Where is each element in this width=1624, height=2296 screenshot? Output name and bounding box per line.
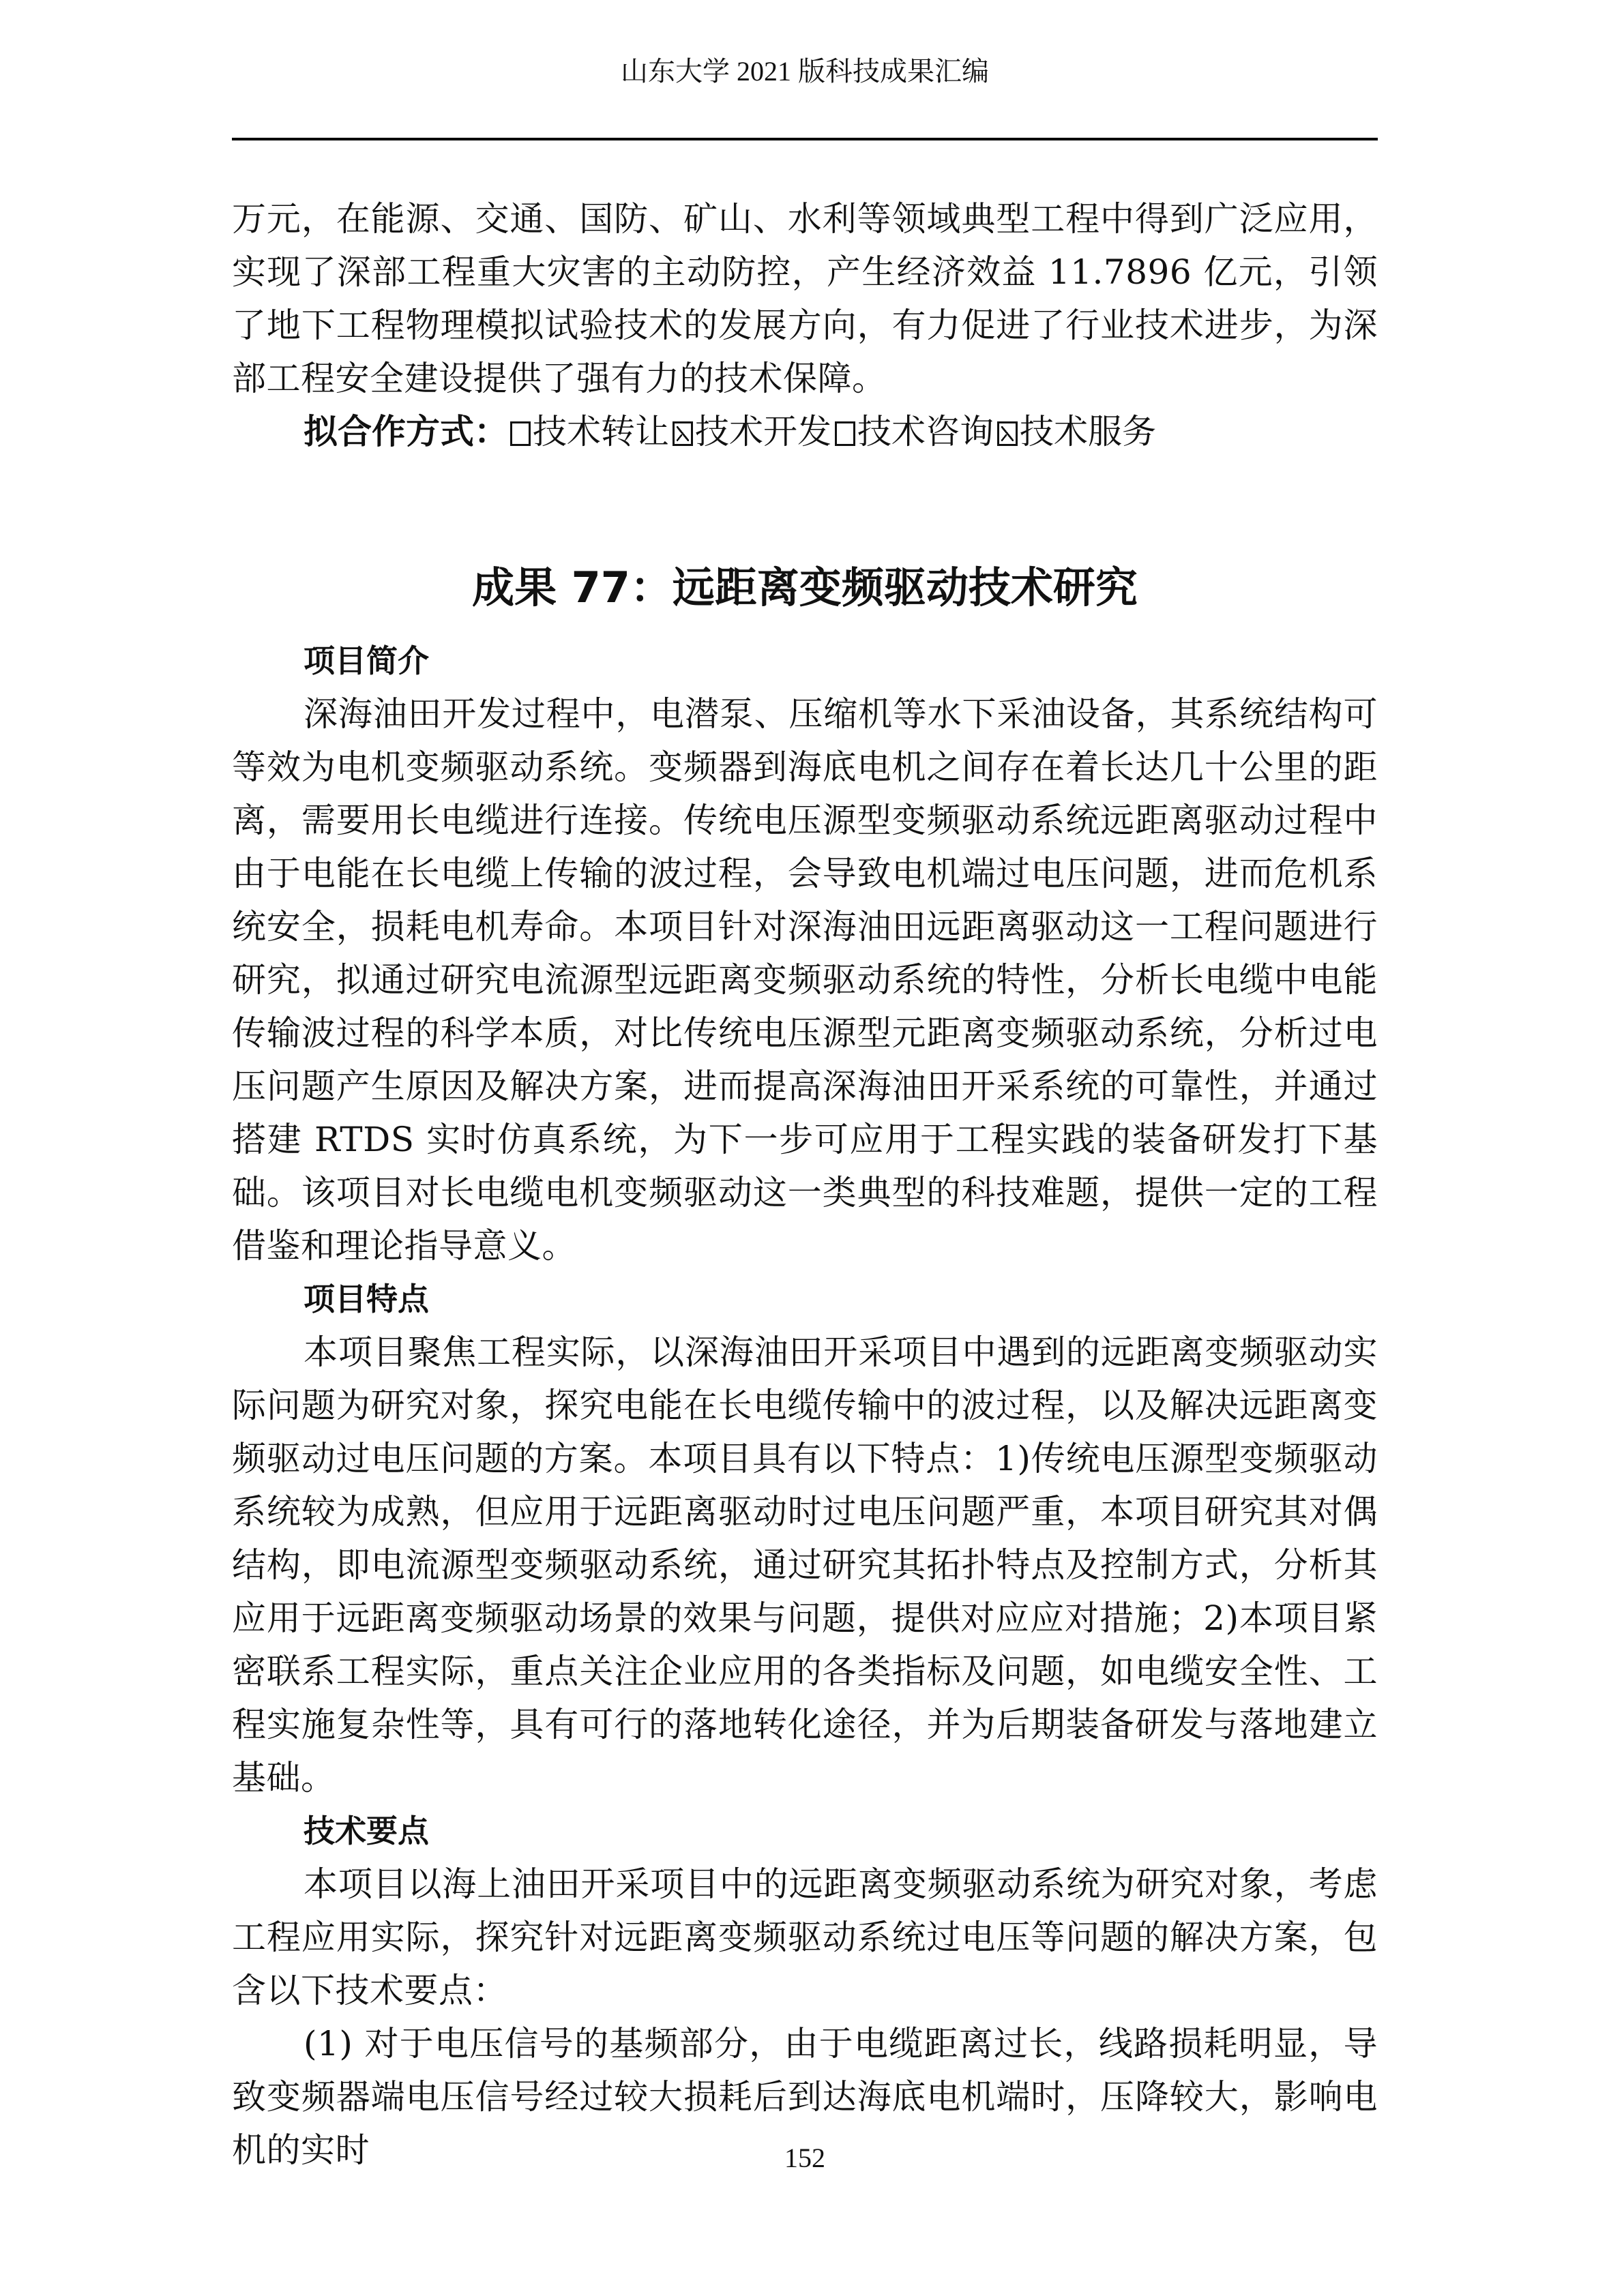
- cooperation-methods: [232, 405, 1378, 458]
- running-header: 山东大学 2021 版科技成果汇编: [621, 56, 989, 87]
- section-title: 成果 77：远距离变频驱动技术研究: [472, 563, 1138, 612]
- paragraph-project-intro: 深海油田开发过程中，电潜泵、压缩机等水下采油设备，其系统结构可等效为电机变频驱动系统。变频器到海底电机之间存在着长达几十公里的距离，需要用长电缆进行连接。传统电压源型变频驱动系统远距离驱动过程中由于电能在长电缆上传输的波过程，会导致电机端过电压问题，进而危机系统安全，损耗电机寿命。本项目针对深海油田远距离驱动这一工程问题进行研究，拟通过研究电流源型远距离变频驱动系统的特性，分析长电缆中电能传输波过程的科学本质，对比传统电压源型元距离变频驱动系统，分析过电压问题产生原因及解决方案，进而提高深海油田开采系统的可靠性，并通过搭建 RTDS 实时仿真系统，为下一步可应用于工程实践的装备研发打下基础。该项目对长电缆电机变频驱动这一类典型的科技难题，提供一定的工程借鉴和理论指导意义。: [232, 694, 1378, 1266]
- option-tech-service: 技术服务: [1020, 412, 1156, 451]
- option-tech-transfer: 技术转让: [533, 412, 669, 451]
- page-number: 152: [784, 2143, 825, 2173]
- paragraph-key-points-intro: 本项目以海上油田开采项目中的远距离变频驱动系统为研究对象，考虑工程应用实际，探究针对远距离变频驱动系统过电压等问题的解决方案，包含以下技术要点：: [232, 1864, 1378, 2010]
- paragraph-key-point-1: (1) 对于电压信号的基频部分，由于电缆距离过长，线路损耗明显，导致变频器端电压信号经过较大损耗后到达海底电机端时，压降较大，影响电机的实时: [232, 2024, 1378, 2170]
- option-tech-development: 技术开发: [695, 412, 831, 451]
- checkbox-tech-development[interactable]: [673, 421, 693, 446]
- previous-section-continuation: 万元，在能源、交通、国防、矿山、水利等领域典型工程中得到广泛应用，实现了深部工程重大灾害的主动防控，产生经济效益 11.7896 亿元，引领了地下工程物理模拟试验技术的发展方向，有力促进了行业技术进步，为深部工程安全建设提供了强有力的技术保障。: [232, 199, 1378, 398]
- option-tech-consulting: 技术咨询: [857, 412, 994, 451]
- heading-project-features: 项目特点: [304, 1281, 429, 1317]
- cooperation-label: 拟合作方式：: [304, 412, 508, 451]
- header-divider: [232, 138, 1378, 140]
- heading-project-intro: 项目简介: [304, 642, 429, 679]
- heading-key-points: 技术要点: [304, 1813, 429, 1849]
- checkbox-tech-transfer[interactable]: [510, 421, 531, 446]
- paragraph-project-features: 本项目聚焦工程实际，以深海油田开采项目中遇到的远距离变频驱动实际问题为研究对象，探究电能在长电缆传输中的波过程，以及解决远距离变频驱动过电压问题的方案。本项目具有以下特点：1)传统电压源型变频驱动系统较为成熟，但应用于远距离驱动时过电压问题严重，本项目研究其对偶结构，即电流源型变频驱动系统，通过研究其拓扑特点及控制方式，分析其应用于远距离变频驱动场景的效果与问题，提供对应应对措施；2)本项目紧密联系工程实际，重点关注企业应用的各类指标及问题，如电缆安全性、工程实施复杂性等，具有可行的落地转化途径，并为后期装备研发与落地建立基础。: [232, 1332, 1378, 1798]
- checkbox-tech-service[interactable]: [997, 421, 1018, 446]
- checkbox-tech-consulting[interactable]: [835, 421, 855, 446]
- page-content: [232, 192, 1378, 2177]
